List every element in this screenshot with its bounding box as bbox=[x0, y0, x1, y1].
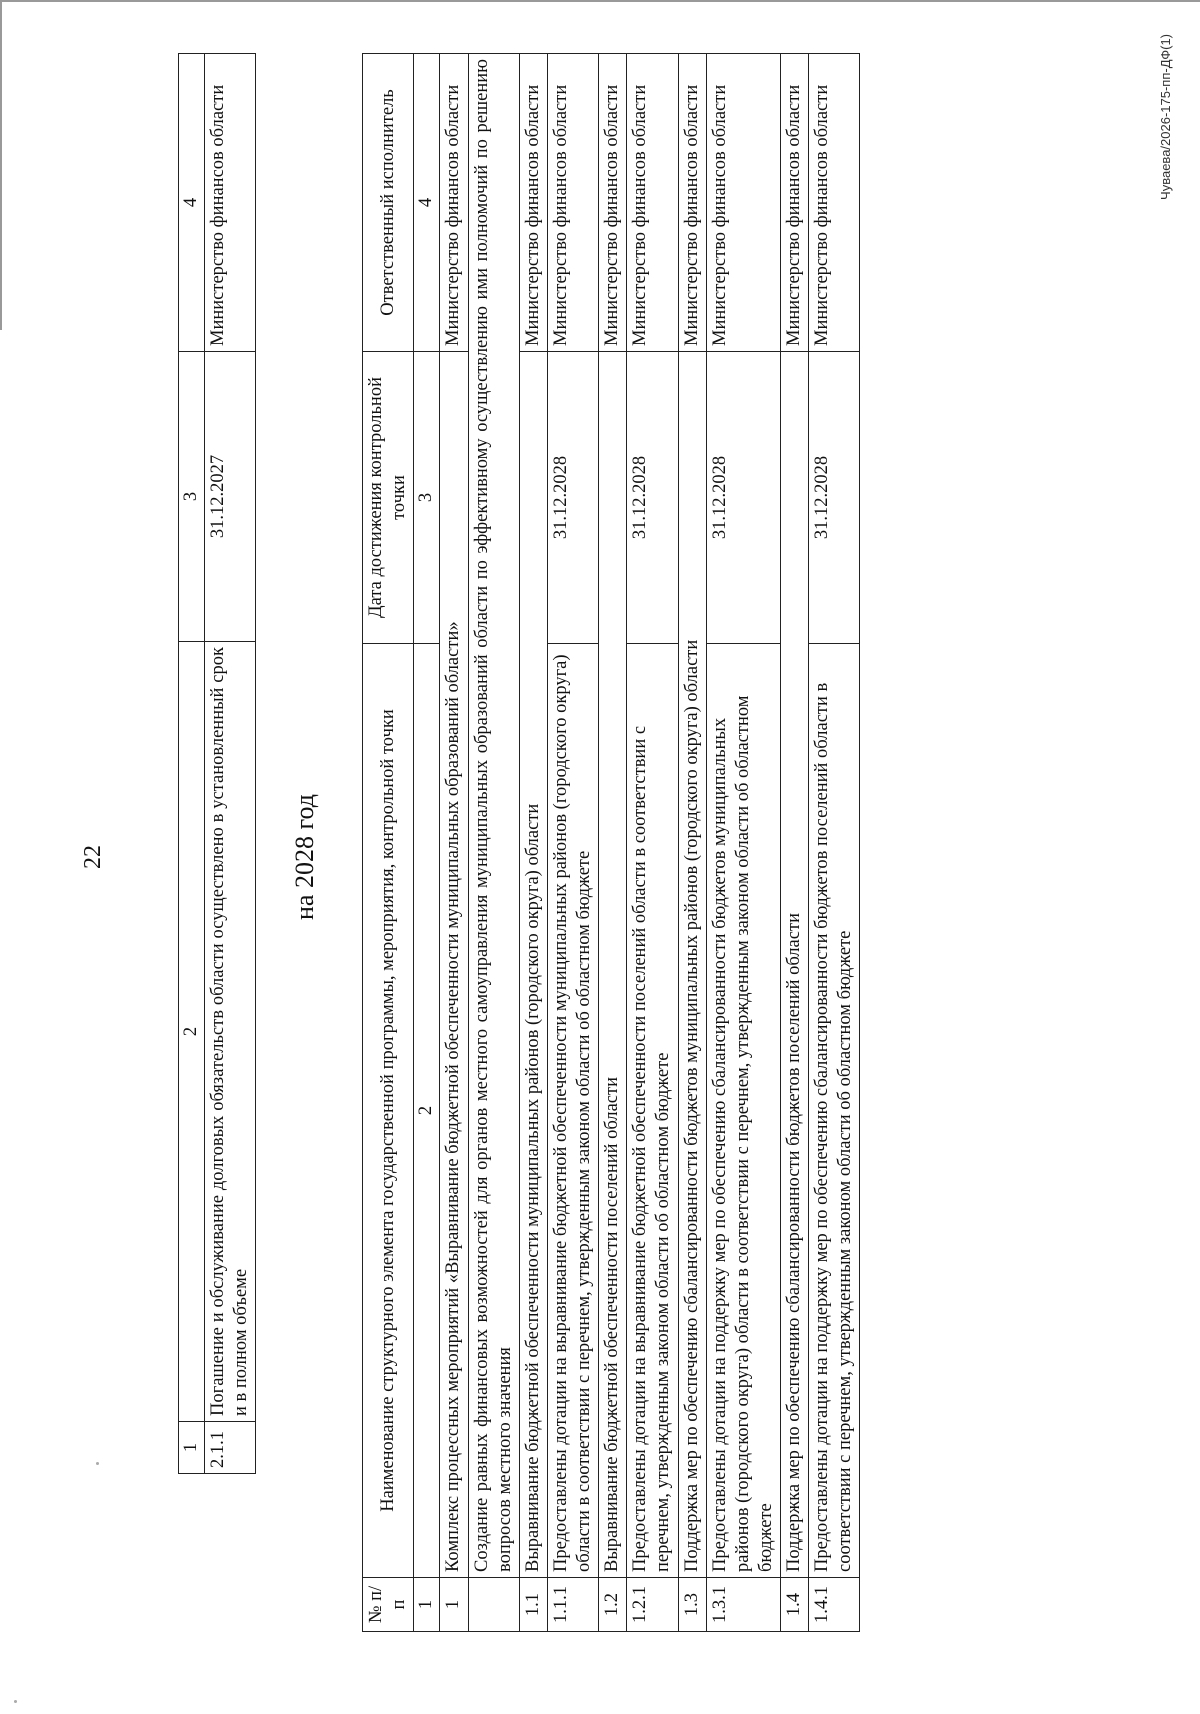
column-number: 1 bbox=[179, 1422, 205, 1474]
column-number: 1 bbox=[414, 1578, 440, 1632]
table-row bbox=[205, 54, 256, 1474]
complex-name: Комплекс процессных мероприятий «Выравнивание бюджетной обеспеченности муниципальных образований области» bbox=[440, 352, 468, 1578]
row-executor: Министерство финансов области bbox=[547, 54, 598, 352]
row-executor: Министерство финансов области bbox=[809, 54, 860, 352]
row-name: Выравнивание бюджетной обеспеченности муниципальных районов (городского округа) области bbox=[519, 352, 547, 1578]
row-executor: Министерство финансов области bbox=[678, 54, 706, 352]
row-number: 2.1.1 bbox=[205, 1422, 256, 1474]
row-name: Предоставлены дотации на поддержку мер по обеспечению сбалансированности бюджетов муниципальных районов (городского округа) области в соответствии с перечнем, утвержденным законом области об областном бюджете bbox=[706, 644, 780, 1578]
row-name: Предоставлены дотации на поддержку мер по обеспечению сбалансированности бюджетов поселений области в соответствии с перечнем, утвержденным законом области об областном бюджете bbox=[809, 644, 860, 1578]
column-number: 2 bbox=[414, 644, 440, 1578]
complex-row bbox=[440, 54, 468, 1632]
header-num: № п/п bbox=[363, 1578, 414, 1632]
row-date: 31.12.2027 bbox=[205, 352, 256, 642]
row-date: 31.12.2028 bbox=[809, 352, 860, 644]
row-executor: Министерство финансов области bbox=[627, 54, 678, 352]
header-row bbox=[363, 54, 414, 1632]
row-name: Поддержка мер по обеспечению сбалансированности бюджетов поселений области bbox=[781, 352, 809, 1578]
row-number: 1.3 bbox=[678, 1578, 706, 1632]
row-executor: Министерство финансов области bbox=[599, 54, 627, 352]
header-name: Наименование структурного элемента государственной программы, мероприятия, контрольной точки bbox=[363, 644, 414, 1578]
row-number: 1.2 bbox=[599, 1578, 627, 1632]
row-date: 31.12.2028 bbox=[706, 352, 780, 644]
row-number: 1.4.1 bbox=[809, 1578, 860, 1632]
row-name: Поддержка мер по обеспечению сбалансированности бюджетов муниципальных районов (городского округа) области bbox=[678, 352, 706, 1578]
table-row bbox=[547, 54, 598, 1632]
row-number: 1.3.1 bbox=[706, 1578, 780, 1632]
column-numbers-row bbox=[179, 54, 205, 1474]
row-date: 31.12.2028 bbox=[547, 352, 598, 644]
row-number: 1.4 bbox=[781, 1578, 809, 1632]
task-row bbox=[468, 54, 519, 1632]
row-date: 31.12.2028 bbox=[627, 352, 678, 644]
table-row bbox=[519, 54, 547, 1632]
row-executor: Министерство финансов области bbox=[781, 54, 809, 352]
table-row bbox=[678, 54, 706, 1632]
column-number: 2 bbox=[179, 642, 205, 1422]
footer-code: Чуваева/2026-175-пп-ДФ(1) bbox=[1158, 34, 1173, 200]
column-numbers-row bbox=[414, 54, 440, 1632]
table-continuation bbox=[178, 53, 256, 1474]
row-number: 1.1 bbox=[519, 1578, 547, 1632]
row-name: Предоставлены дотации на выравнивание бюджетной обеспеченности поселений области в соответствии с перечнем, утвержденным законом области об областном бюджете bbox=[627, 644, 678, 1578]
row-executor: Министерство финансов области bbox=[519, 54, 547, 352]
task-text: Создание равных финансовых возможностей для органов местного самоуправления муниципальных образований области по эффективному осуществлению ими полномочий по решению вопросов местного значения bbox=[468, 54, 519, 1578]
table-row bbox=[809, 54, 860, 1632]
row-number: 1 bbox=[440, 1578, 468, 1632]
header-executor: Ответственный исполнитель bbox=[363, 54, 414, 352]
table-2028 bbox=[362, 53, 860, 1632]
column-number: 3 bbox=[414, 352, 440, 644]
row-executor: Министерство финансов области bbox=[706, 54, 780, 352]
row-number: 1.2.1 bbox=[627, 1578, 678, 1632]
row-executor: Министерство финансов области bbox=[205, 54, 256, 352]
column-number: 4 bbox=[414, 54, 440, 352]
row-name: Выравнивание бюджетной обеспеченности поселений области bbox=[599, 352, 627, 1578]
row-name: Предоставлены дотации на выравнивание бюджетной обеспеченности муниципальных районов (городского округа) области в соответствии с перечнем, утвержденным законом области об областном бюджете bbox=[547, 644, 598, 1578]
header-date: Дата достижения контрольной точки bbox=[363, 352, 414, 644]
table-row bbox=[706, 54, 780, 1632]
table-row bbox=[599, 54, 627, 1632]
table-row bbox=[781, 54, 809, 1632]
row-number: 1.1.1 bbox=[547, 1578, 598, 1632]
row-executor: Министерство финансов области bbox=[440, 54, 468, 352]
row-name: Погашение и обслуживание долговых обязательств области осуществлено в установленный срок и в полном объеме bbox=[205, 642, 256, 1422]
page-number: 22 bbox=[80, 845, 106, 869]
year-heading: на 2028 год bbox=[290, 794, 319, 920]
column-number: 4 bbox=[179, 54, 205, 352]
table-row bbox=[627, 54, 678, 1632]
column-number: 3 bbox=[179, 352, 205, 642]
